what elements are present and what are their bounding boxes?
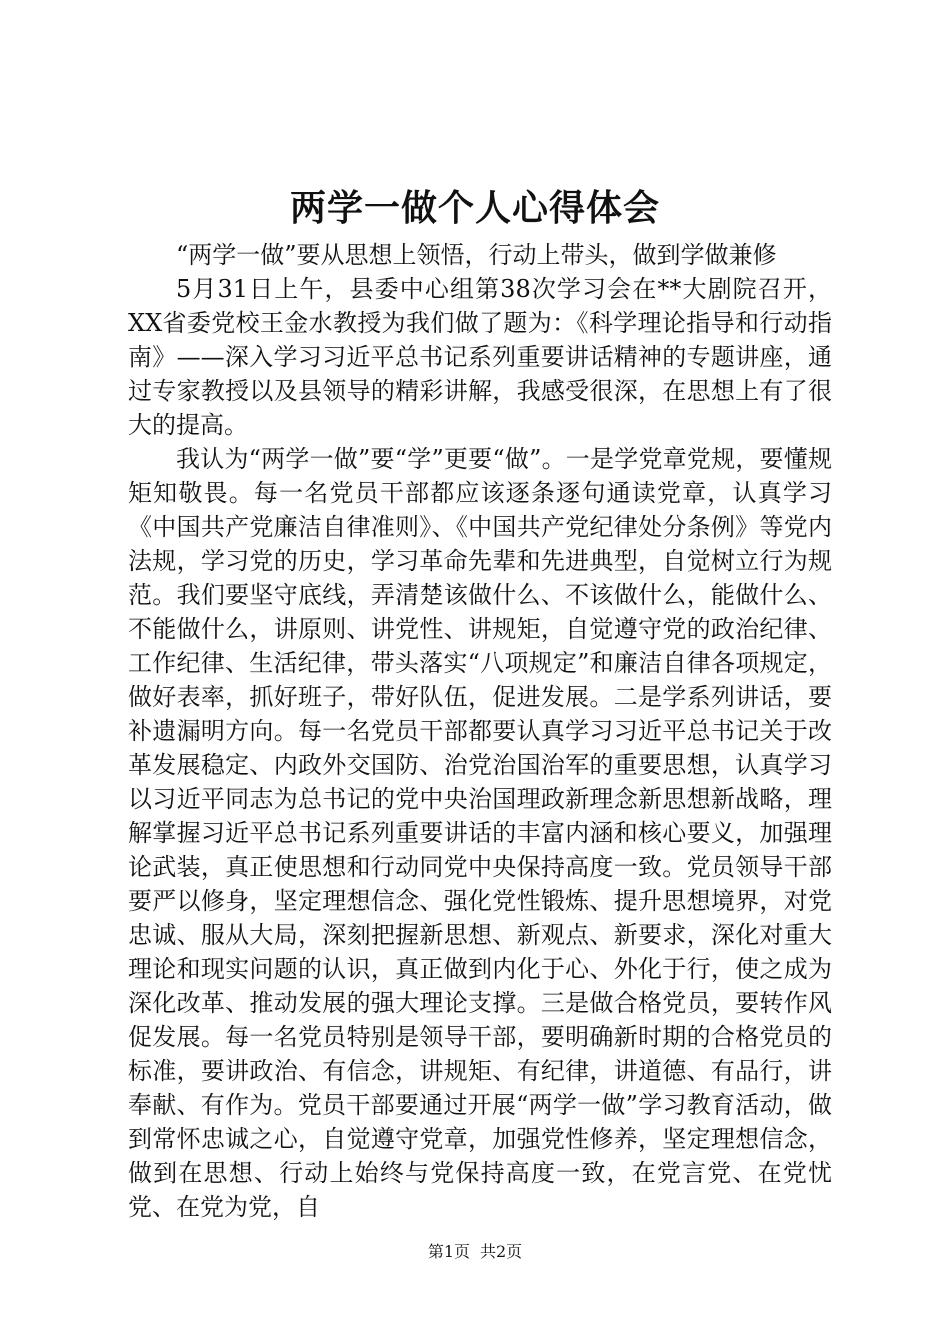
document-title: 两学一做个人心得体会	[289, 187, 660, 229]
document-body	[128, 238, 832, 1224]
paragraph-subtitle: “两学一做”要从思想上领悟，行动上带头，做到学做兼修	[176, 241, 777, 269]
paragraph-main: 我认为“两学一做”要“学”更要“做”。一是学党章党规，要懂规矩知敬畏。每一名党员干部都应该逐条逐句通读党章，认真学习《中国共产党廉洁自律准则》、《中国共产党纪律处分条例》等党内法规，学习党的历史，学习革命先辈和先进典型，自觉树立行为规范。我们要坚守底线，弄清楚该做什么、不该做什么，能做什么、不能做什么，讲原则、讲党性、讲规矩，自觉遵守党的政治纪律、工作纪律、生活纪律，带头落实“八项规定”和廉洁自律各项规定，做好表率，抓好班子，带好队伍，促进发展。二是学系列讲话，要补遗漏明方向。每一名党员干部都要认真学习习近平总书记关于改革发展稳定、内政外交国防、治党治国治军的重要思想，认真学习以习近平同志为总书记的党中央治国理政新理念新思想新战略，理解掌握习近平总书记系列重要讲话的丰富内涵和核心要义，加强理论武装，真正使思想和行动同党中央保持高度一致。党员领导干部要严以修身，坚定理想信念、强化党性锻炼、提升思想境界，对党忠诚、服从大局，深刻把握新思想、新观点、新要求，深化对重大理论和现实问题的认识，真正做到内化于心、外化于行，使之成为深化改革、推动发展的强大理论支撑。三是做合格党员，要转作风促发展。每一名党员特别是领导干部，要明确新时期的合格党员的标准，要讲政治、有信念，讲规矩、有纪律，讲道德、有品行，讲奉献、有作为。党员干部要通过开展“两学一做”学习教育活动，做到常怀忠诚之心，自觉遵守党章，加强党性修养，坚定理想信念，做到在思想、行动上始终与党保持高度一致，在党言党、在党忧党、在党为党，自	[128, 445, 832, 1221]
page-number-total: 共2页	[480, 1242, 523, 1261]
page-footer	[0, 1240, 950, 1264]
paragraph-intro: 5月31日上午，县委中心组第38次学习会在**大剧院召开，XX省委党校王金水教授为我们做了题为：《科学理论指导和行动指南》——深入学习习近平总书记系列重要讲话精神的专题讲座，通过专家教授以及县领导的精彩讲解，我感受很深，在思想上有了很大的提高。	[128, 275, 832, 439]
page-number-current: 第1页	[427, 1242, 470, 1261]
